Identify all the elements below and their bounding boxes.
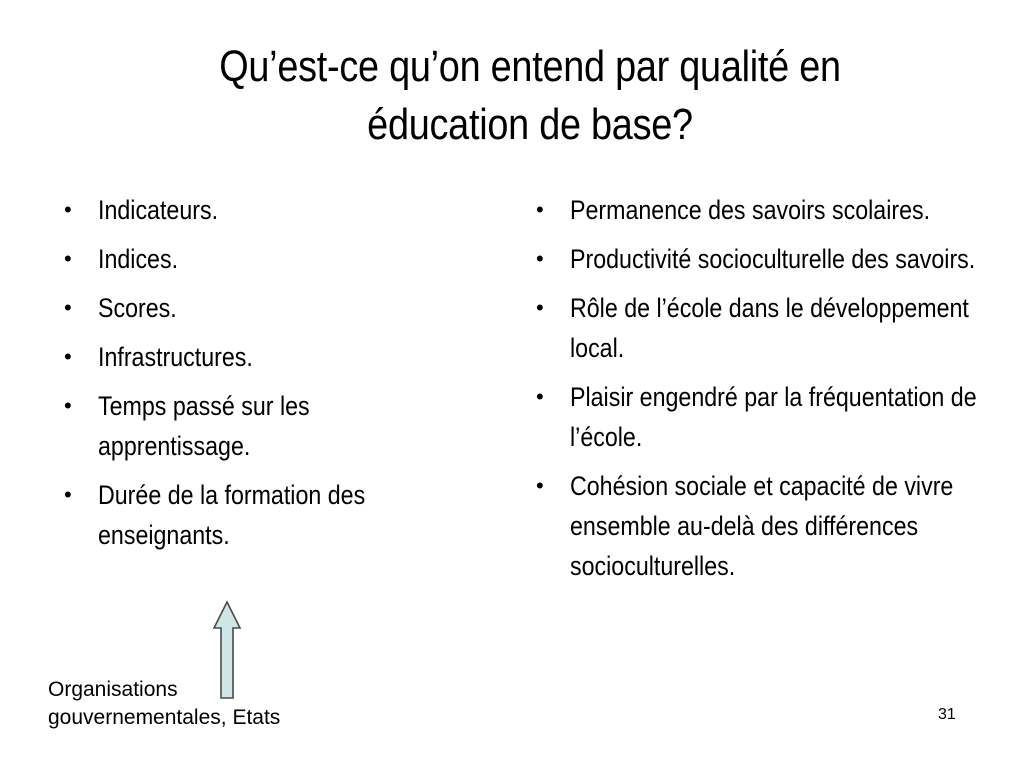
bullet-icon: •: [64, 482, 72, 507]
list-item: [58, 337, 448, 377]
organisations-annotation: [48, 676, 280, 732]
list-item: [58, 239, 448, 279]
list-item-text: Cohésion sociale et capacité de vivre ensemble au-delà des différences socioculturelles.: [570, 471, 954, 581]
left-bullet-list: [58, 190, 448, 564]
list-item-text: Indices.: [98, 244, 179, 274]
annotation-line-1: Organisations: [48, 678, 178, 701]
list-item: [58, 190, 448, 230]
bullet-icon: •: [64, 393, 72, 418]
bullet-icon: •: [64, 197, 72, 222]
annotation-line-2: gouvernementales, Etats: [48, 706, 281, 729]
bullet-icon: •: [536, 384, 544, 409]
slide-title: [160, 38, 900, 154]
right-bullet-list: [530, 190, 980, 595]
page-number: 31: [938, 706, 956, 723]
list-item-text: Temps passé sur les apprentissage.: [98, 391, 310, 461]
list-item-text: Durée de la formation des enseignants.: [98, 480, 366, 550]
list-item-text: Productivité socioculturelle des savoirs.: [570, 244, 976, 274]
list-item: [530, 466, 980, 586]
list-item: [530, 190, 980, 230]
list-item: [58, 475, 448, 555]
bullet-icon: •: [536, 246, 544, 271]
bullet-icon: •: [64, 246, 72, 271]
list-item-text: Permanence des savoirs scolaires.: [570, 195, 931, 225]
list-item: [530, 239, 980, 279]
list-item: [530, 288, 980, 368]
bullet-icon: •: [536, 197, 544, 222]
list-item: [58, 386, 448, 466]
list-item: [58, 288, 448, 328]
list-item-text: Indicateurs.: [98, 195, 219, 225]
list-item-text: Scores.: [98, 293, 177, 323]
bullet-icon: •: [64, 295, 72, 320]
bullet-icon: •: [536, 473, 544, 498]
bullet-icon: •: [536, 295, 544, 320]
bullet-icon: •: [64, 344, 72, 369]
list-item-text: Infrastructures.: [98, 342, 253, 372]
list-item: [530, 377, 980, 457]
list-item-text: Rôle de l’école dans le développement local.: [570, 293, 969, 363]
slide-title-line-1: Qu’est-ce qu’on entend par qualité en: [219, 42, 841, 91]
list-item-text: Plaisir engendré par la fréquentation de l’école.: [570, 382, 977, 452]
slide-title-line-2: éducation de base?: [367, 100, 693, 149]
